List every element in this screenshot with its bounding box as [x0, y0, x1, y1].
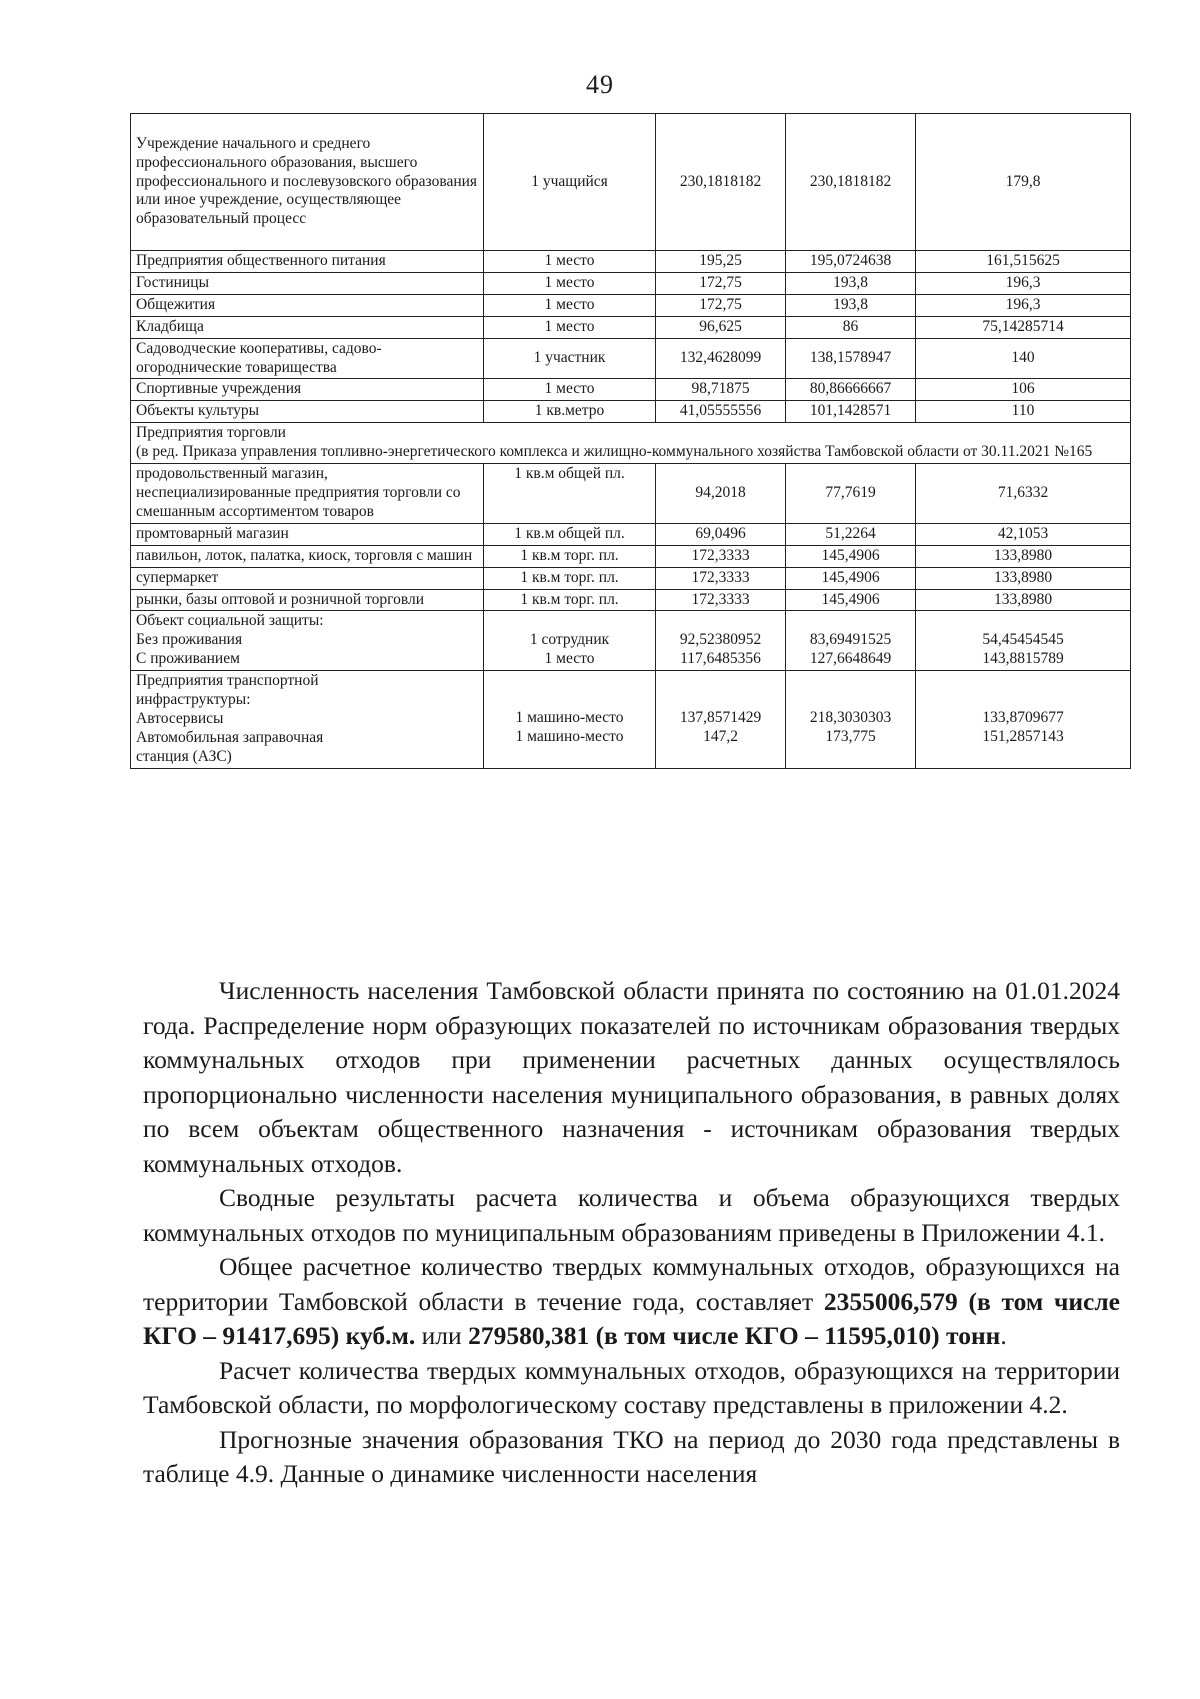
body-text [143, 974, 1120, 1492]
value-a: 133,8709677 [982, 709, 1064, 727]
object-name: павильон, лоток, палатка, киоск, торговля с машин [131, 545, 484, 567]
value-1 [656, 671, 786, 769]
value-a: 83,69491525 [809, 631, 892, 649]
sub-item-a: Автосервисы [136, 710, 224, 728]
value-b: 173,775 [825, 727, 876, 745]
section-row-trade [131, 423, 1131, 464]
object-name: Объекты культуры [131, 401, 484, 423]
object-name: Садоводческие кооперативы, садово-огороднические товарищества [131, 338, 484, 379]
sub-item-b: С проживанием [136, 650, 240, 668]
value-3: 42,1053 [916, 523, 1131, 545]
object-name: рынки, базы оптовой и розничной торговли [131, 589, 484, 611]
mass-total: 279580,381 (в том числе КГО – 11595,010) тонн [468, 1321, 1001, 1350]
table-row [131, 545, 1131, 567]
value-b: 117,6485356 [680, 650, 761, 668]
value-1: 172,3333 [656, 589, 786, 611]
value-1 [656, 611, 786, 671]
unit: 1 кв.м торг. пл. [484, 545, 656, 567]
unit: 1 кв.м общей пл. [484, 464, 656, 524]
value-2: 230,1818182 [786, 114, 916, 251]
unit: 1 место [484, 379, 656, 401]
table-row [131, 272, 1131, 294]
group-head: Объект социальной защиты: [136, 612, 324, 630]
value-3: 133,8980 [916, 567, 1131, 589]
value-2: 77,7619 [786, 464, 916, 524]
group-head: Предприятия транспортной инфраструктуры: [136, 672, 319, 709]
value-3: 106 [916, 379, 1131, 401]
object-name: Предприятия общественного питания [131, 251, 484, 273]
value-3: 133,8980 [916, 589, 1131, 611]
value-3 [916, 611, 1131, 671]
table-row [131, 379, 1131, 401]
value-3: 196,3 [916, 272, 1131, 294]
page-number: 49 [586, 70, 614, 99]
value-2 [786, 671, 916, 769]
value-2: 195,0724638 [786, 251, 916, 273]
unit-a: 1 сотрудник [529, 631, 610, 649]
value-2: 51,2264 [786, 523, 916, 545]
unit-b: 1 машино-место [515, 727, 624, 745]
table-row [131, 251, 1131, 273]
unit-b: 1 место [544, 650, 595, 668]
unit [484, 671, 656, 769]
table-row-social [131, 611, 1131, 671]
value-3: 71,6332 [916, 464, 1131, 524]
value-1: 172,75 [656, 294, 786, 316]
value-1: 94,2018 [656, 464, 786, 524]
value-1: 195,25 [656, 251, 786, 273]
object-name: промтоварный магазин [131, 523, 484, 545]
value-2: 193,8 [786, 294, 916, 316]
object-name [131, 611, 484, 671]
object-name: Гостиницы [131, 272, 484, 294]
value-3: 140 [916, 338, 1131, 379]
value-3: 110 [916, 401, 1131, 423]
paragraph-text: или [415, 1321, 469, 1350]
unit [484, 611, 656, 671]
value-2 [786, 611, 916, 671]
value-2: 193,8 [786, 272, 916, 294]
value-1: 172,3333 [656, 567, 786, 589]
unit-a: 1 машино-место [515, 709, 624, 727]
paragraph: Сводные результаты расчета количества и объема образующихся твердых коммунальных отходов по муниципальным образованиям приведены в Приложении 4.1. [143, 1183, 1120, 1247]
unit: 1 кв.метро [484, 401, 656, 423]
value-3: 133,8980 [916, 545, 1131, 567]
volume-total: 2355006,579 (в том числе КГО – 91417,695) куб.м. [143, 1286, 1120, 1350]
value-2: 86 [786, 316, 916, 338]
section-cell [131, 423, 1131, 464]
object-name [131, 671, 484, 769]
table-row [131, 401, 1131, 423]
paragraph: Численность населения Тамбовской области принята по состоянию на 01.01.2024 года. Распределение норм образующих показателей по источникам образования твердых коммунальных отходов при применении расчетных данных осуществлялось пропорционально численности населения муниципального образования, в равных долях по всем объектам общественного назначения - источникам образования твердых коммунальных отходов. [143, 976, 1120, 1178]
object-name: Общежития [131, 294, 484, 316]
table-row [131, 589, 1131, 611]
value-b: 151,2857143 [982, 727, 1064, 745]
unit: 1 кв.м общей пл. [484, 523, 656, 545]
sub-item-a: Без проживания [136, 631, 243, 649]
section-title: Предприятия торговли [136, 424, 286, 442]
table-row [131, 464, 1131, 524]
value-3: 179,8 [916, 114, 1131, 251]
value-2: 138,1578947 [786, 338, 916, 379]
value-3: 75,14285714 [916, 316, 1131, 338]
value-3 [916, 671, 1131, 769]
table-row-transport [131, 671, 1131, 769]
unit: 1 место [484, 316, 656, 338]
object-name: супермаркет [131, 567, 484, 589]
waste-norms-table [130, 113, 1131, 769]
paragraph-text: . [1000, 1321, 1007, 1350]
value-a: 92,52380952 [679, 631, 762, 649]
value-b: 143,8815789 [982, 650, 1064, 668]
table-row [131, 294, 1131, 316]
value-1: 96,625 [656, 316, 786, 338]
object-name: Учреждение начального и среднего профессионального образования, высшего профессионального и послевузовского образования или иное учреждение, осуществляющее образовательный процесс [131, 114, 484, 251]
value-a: 218,3030303 [809, 709, 892, 727]
unit: 1 место [484, 294, 656, 316]
value-1: 98,71875 [656, 379, 786, 401]
value-2: 101,1428571 [786, 401, 916, 423]
unit: 1 учащийся [484, 114, 656, 251]
unit: 1 место [484, 251, 656, 273]
value-b: 127,6648649 [809, 650, 892, 668]
value-b: 147,2 [703, 727, 738, 745]
table-row [131, 567, 1131, 589]
value-2: 145,4906 [786, 589, 916, 611]
value-1: 172,75 [656, 272, 786, 294]
unit: 1 место [484, 272, 656, 294]
value-1: 132,4628099 [656, 338, 786, 379]
paragraph-total [143, 1250, 1120, 1354]
table-row [131, 316, 1131, 338]
section-note: (в ред. Приказа управления топливно-энергетического комплекса и жилищно-коммунального хозяйства Тамбовской области от 30.11.2021 №165 [136, 443, 1093, 461]
table-row [131, 114, 1131, 251]
paragraph-text: Общее расчетное количество твердых коммунальных отходов, образующихся на территории Тамбовской области в течение года, составляет [143, 1252, 1120, 1316]
value-2: 145,4906 [786, 545, 916, 567]
value-2: 80,86666667 [786, 379, 916, 401]
value-a: 54,45454545 [982, 631, 1064, 649]
object-name: Кладбища [131, 316, 484, 338]
value-1: 230,1818182 [656, 114, 786, 251]
table-row [131, 338, 1131, 379]
value-1: 69,0496 [656, 523, 786, 545]
value-3: 196,3 [916, 294, 1131, 316]
value-a: 137,8571429 [679, 709, 762, 727]
sub-item-b: Автомобильная заправочная станция (АЗС) [136, 728, 324, 765]
table-row [131, 523, 1131, 545]
value-1: 172,3333 [656, 545, 786, 567]
value-1: 41,05555556 [656, 401, 786, 423]
unit: 1 кв.м торг. пл. [484, 567, 656, 589]
value-3: 161,515625 [916, 251, 1131, 273]
paragraph: Расчет количества твердых коммунальных отходов, образующихся на территории Тамбовской области, по морфологическому составу представлены в приложении 4.2. [143, 1355, 1120, 1419]
object-name: Спортивные учреждения [131, 379, 484, 401]
paragraph: Прогнозные значения образования ТКО на период до 2030 года представлены в таблице 4.9. Данные о динамике численности населения [143, 1424, 1120, 1488]
unit: 1 кв.м торг. пл. [484, 589, 656, 611]
unit: 1 участник [484, 338, 656, 379]
object-name: продовольственный магазин, неспециализированные предприятия торговли со смешанным ассортиментом товаров [131, 464, 484, 524]
value-2: 145,4906 [786, 567, 916, 589]
